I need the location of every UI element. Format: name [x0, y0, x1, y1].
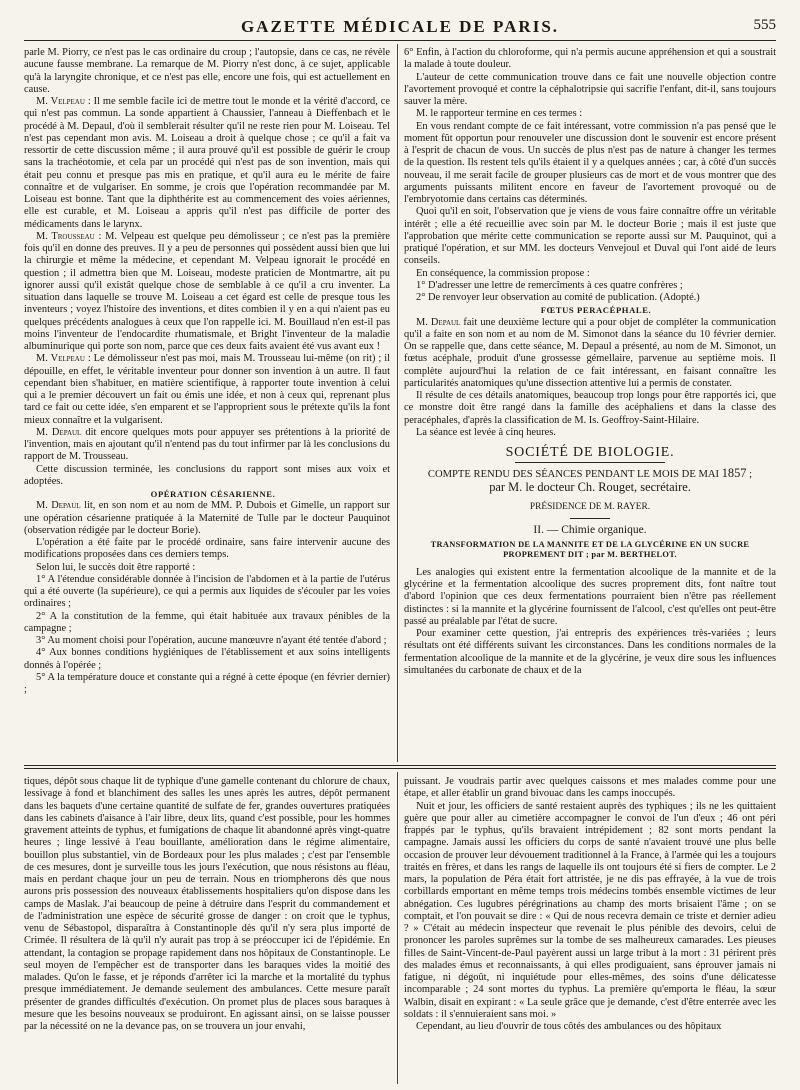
paragraph: En conséquence, la commission propose :	[416, 267, 590, 279]
report-author: par M. le docteur Ch. Rouget, secrétaire.	[489, 480, 691, 495]
paragraph: 1° A l'étendue considérable donnée à l'incision de l'abdomen et à la partie de l'utérus qui a été ouverte (la supérieure), ce qui a permis aux liquides de s'écouler par les voies ordinaires ;	[24, 573, 390, 610]
speaker: M. Depaul	[416, 316, 461, 328]
paragraph: 4° Aux bonnes conditions hygiéniques de l'établissement et aux soins intelligents donnés à l'opérée ;	[24, 647, 390, 671]
paragraph-text: : Le démolisseur n'est pas moi, mais M. Trousseau lui-même (on rit) ; il dépouille, en effet, le véritable inventeur pour donner son invention à un autre. Il faut cependant bien s'habituer, en matière scientifique, à rapporter toute invention à celui qui a le premier découvert un fait ou émis une idée, et non à ceux qui, reprenant plus tard ce fait ou cette idée, s'en emparent et se l'approprient sous le prétexte qu'ils la font mieux connaître et la vulgarisent.	[24, 353, 390, 426]
society-title: SOCIÉTÉ DE BIOLOGIE.	[505, 445, 675, 460]
speaker: M. Depaul	[36, 500, 81, 512]
society-rule	[515, 462, 665, 463]
paragraph-text: dit encore quelques mots pour appuyer ses prétentions à la priorité de l'invention, mais en ajoutant qu'il n'entend pas du tout infirmer par là les conclusions du rapport de M. Trousseau.	[24, 426, 390, 463]
paragraph: 5° A la température douce et constante qui a régné à cette époque (en février dernier) ;	[24, 671, 390, 695]
column-2	[404, 47, 776, 757]
column-1	[24, 47, 390, 757]
report-punct: ;	[746, 469, 753, 481]
paragraph	[24, 500, 390, 537]
paragraph-text: : M. Velpeau est quelque peu démolisseur ; ce n'est pas la première fois qu'il en donne des preuves. Il y a peu de personnes qui possèdent aussi bien que lui la chirurgie et même la médecine, et cependant M. Velpeau ignorait le procédé en question ; il admettra bien que M. Loiseau, modeste praticien de Montmartre, ait pu ignorer aussi qu'il existât quelque chose de semblable à ce qu'il a cru inventer. La situation dans laquelle se trouve M. Loiseau a cet égard est celle de presque tous les inventeurs ; voyez l'histoire des inventions, et dites combien il y en a qui n'aient pas eu quelques précédents analogues à ceux que l'on rappelle ici. M. Bouillaud n'en est-il pas moins l'inventeur de l'endocardite rhumatismale, et Bright l'inventeur de la maladie albuminurique qui porte son nom, parce que ces deux faits avaient été vus avant eux !	[24, 230, 390, 352]
paragraph: Pour examiner cette question, j'ai entrepris des expériences très-variées ; leurs résultats ont été différents suivant les circonstances. Dans les conditions normales de la fermentation alcoolique de la mannite et de la glycérine, je veux dire sous les influences simultanées du carbonate de chaux et de la	[404, 628, 776, 676]
report-year: 1857	[721, 466, 747, 481]
paragraph: 2° De renvoyer leur observation au comité de publication. (Adopté.)	[416, 292, 700, 303]
section-divider	[24, 765, 776, 766]
section-title: II. — Chimie organique.	[533, 523, 647, 536]
speaker: M. Depaul	[36, 426, 82, 438]
report-byline	[404, 467, 776, 495]
paragraph: 6° Enfin, à l'action du chloroforme, qui n'a permis aucune appréhension et qui a soustrait la malade à toute douleur.	[404, 47, 776, 71]
speaker: M. Velpeau	[36, 353, 85, 365]
section-heading: OPÉRATION CÉSARIENNE.	[150, 489, 276, 499]
paragraph: Les analogies qui existent entre la fermentation alcoolique de la mannite et de la glycérine et la fermentation alcoolique des sucres proprement dits, font naître tout d'abord l'opinion que ces deux fermentations pourraient bien n'être pas réellement distinctes : si la mannite et la glycérine fournissent de l'alcool, c'est qu'elles ont peut-être passé au préalable par l'état de sucre.	[404, 566, 776, 627]
page-number: 555	[753, 17, 776, 33]
paragraph	[24, 353, 390, 427]
article-title: TRANSFORMATION DE LA MANNITE ET DE LA GLYCÉRINE EN UN SUCRE PROPREMENT DIT ; par M. BERTHELOT.	[430, 539, 750, 560]
presidency: PRÉSIDENCE DE M. RAYER.	[529, 502, 651, 513]
speaker: M. Trousseau	[36, 230, 95, 242]
paragraph: 3° Au moment choisi pour l'opération, aucune manœuvre n'ayant été tentée d'abord ;	[36, 635, 387, 646]
paragraph: Il résulte de ces détails anatomiques, beaucoup trop longs pour être rapportés ici, que ce monstre doit être rangé dans la famille des acéphaliens et dans la classe des peracéphales, d'après la classification de M. Is. Geoffroy-Saint-Hilaire.	[404, 390, 776, 426]
paragraph: parle M. Piorry, ce n'est pas le cas ordinaire du croup ; l'autopsie, dans ce cas, ne révèle aucune fausse membrane. La remarque de M. Piorry n'est donc, à ce sujet, applicable qu'à la laryngite chronique, et ce n'est pas elle, encore une fois, qui est actuellement en cause.	[24, 47, 390, 95]
paragraph-text: lit, en son nom et au nom de MM. P. Dubois et Gimelle, un rapport sur une opération césarienne pratiquée à la Maternité de Tulle par le docteur Pauquinot (observation rédigée par le docteur Borie).	[24, 500, 390, 536]
paragraph	[24, 427, 390, 464]
paragraph: Cette discussion terminée, les conclusions du rapport sont mises aux voix et adoptées.	[24, 463, 390, 487]
paragraph: La séance est levée à cinq heures.	[416, 426, 556, 438]
paragraph: puissant. Je voudrais partir avec quelques caissons et mes malades comme pour une étape, et aller établir un grand bivouac dans les camps inoccupés.	[404, 776, 776, 800]
report-line: COMPTE RENDU DES SÉANCES PENDANT LE MOIS DE MAI	[427, 469, 722, 481]
paragraph	[24, 96, 390, 231]
short-rule	[570, 518, 610, 519]
paragraph: Nuit et jour, les officiers de santé restaient auprès des typhiques ; ils ne les quittaient guère que pour aller au cimetière accompagner le convoi de l'un d'eux ; 46 ont péri frappés par le typhus, qu'ils bravaient intrépidement ; 82 sont morts pendant la campagne. Jamais aussi les officiers du corps de santé n'avaient trouvé une plus belle occasion de prouver leur dévouement traditionnel à la France, à l'armée qui les a toujours traités en frères, et dans les rangs de laquelle ils ont toujours été si fiers de compter. Le 2 mars, la population de Péra était fort attristée, je ne dis pas effrayée, à la vue de trois corbillards emportant en même temps trois médecins tombés ensemble victimes de leur abnégation. Ces lugubres pérégrinations au champ des morts brisaient l'âme ; on se comptait, et l'on pouvait se dire : « Qui de nous recevra demain ce triste et dernier adieu ? » C'était au médecin inspecteur que revenait le plus pénible des devoirs, celui de prononcer les paroles suprêmes sur la tombe de ses malheureux camarades. Les pieuses filles de Saint-Vincent-de-Paul payèrent aussi un large tribut à la mort : 31 périrent près des malades émus et reconnaissants, à qui elles prodiguaient, sans éprouver jamais ni fatigue, ni dégoût, ni inquiétude pour elles-mêmes, des soins d'une délicatesse incomparable ; 24 sont mortes du typhus. La première qu'emporta le fléau, la sœur Walbin, disait en expirant : « La seule grâce que je demande, c'est d'être enterrée avec les soldats : il s'ennuieraient sans moi. »	[404, 800, 776, 1020]
paragraph	[404, 317, 776, 391]
paragraph: 2° A la constitution de la femme, qui était habituée aux travaux pénibles de la campagne ;	[24, 610, 390, 634]
column-divider-top	[397, 44, 398, 762]
paragraph-text: : Il me semble facile ici de mettre tout le monde et la vérité d'accord, ce qui n'est pas commun. La sonde appartient à Chaussier, l'anneau à Dieffenbach et le procédé à M. Depaul, d'où il semblerait résulter qu'il ne reste rien pour M. Loiseau. Tel n'est pas cependant mon avis. M. Loiseau a droit à quelque chose ; ce qu'il a fait va ressortir de cette discussion même ; il aura prouvé qu'il est possible de guérir le croup sans la trachéotomie, et cela par un procédé qui n'est pas de son invention, mais qui était peu connu et presque pas mis en pratique, et qu'il aura eu le mérite de faire connaître et de vulgariser. En somme, je crois que l'opération recommandée par M. Loiseau est bonne. Tant que la diphthérite est au commencement des voies aériennes, elle est curable, et M. Loiseau a appris qu'il n'est pas difficile de porter des médicaments dans le larynx.	[24, 96, 390, 230]
paragraph: L'opération a été faite par le procédé ordinaire, sans faire intervenir aucune des modifications proposées dans ces derniers temps.	[24, 537, 390, 561]
column-3	[24, 776, 390, 1082]
paragraph: 1° D'adresser une lettre de remercîments à ces quatre confrères ;	[416, 279, 683, 291]
column-4	[404, 776, 776, 1082]
journal-title: GAZETTE MÉDICALE DE PARIS.	[240, 17, 560, 36]
paragraph: Selon lui, le succès doit être rapporté :	[36, 561, 196, 573]
section-divider-double	[24, 768, 776, 769]
column-divider-bottom	[397, 772, 398, 1084]
speaker: M. Velpeau	[36, 96, 85, 107]
paragraph	[24, 231, 390, 354]
paragraph: tiques, dépôt sous chaque lit de typhique d'une gamelle contenant du chlorure de chaux, lessivage à fond et blanchiment des salles les unes après les autres, dépôt permanent dans les baquets d'une certaine quantité de sulfate de fer, grandes ouvertures pratiquées dans les cabinets d'aisance à l'air libre, deux lits, quand c'est possible, pour les hommes gravement atteints de typhus, et fumigations de chaque lit abandonné après vingt-quatre heures ; linge lessivé à l'eau bouillante, amélioration dans le régime alimentaire, bouillon plus substantiel, vin de Bordeaux pour les plus malades ; c'est par l'ensemble de ces mesures, dont je surveille tous les jours l'exécution, que nous résistons au fléau, mais en perdant chaque jour un peu de terrain. Nous en triompherons dès que nous aurons pris possession des nouveaux établissements hospitaliers qu'on dispose dans les camps de Maslak. J'ai beaucoup de peine à détruire dans l'esprit du commandement et de l'administration une espèce de sécurité grosse de danger : on croit que le typhus, venu de Sébastopol, disparaîtra à Constantinople dès qu'il n'y sera plus importé de Crimée. Il résultera de là qu'il n'y aurait pas trop à se préoccuper ici de l'épidémie. En attendant, la contagion se propage rapidement dans nos hôpitaux de Constantinople. Le seul moyen de l'empêcher est de transporter dans les baraques vides la moitié des malades. Qu'on le fasse, et je réponds d'arrêter ici la marche et la mortalité du typhus presque immédiatement. Je demande seulement des ambulances. Cette mesure paraît présenter de grandes difficultés d'exécution. On promet plus de places sous baraques à mesure que les besoins nouveaux se produiront. En agissant ainsi, on se laisse pousser par la nécessité on ne la devance pas, on se trouvera un jour envahi,	[24, 776, 390, 1032]
paragraph: En vous rendant compte de ce fait intéressant, votre commission n'a pas pensé que le moment fût opportun pour renouveler une discussion dont le souvenir est encore présent à l'esprit de chacun de vous. Un succès de plus n'est pas de nature à changer les termes de la question. Ils restent tels qu'ils étaient il y a quelques années ; car, à côté d'un succès nouveau, il me serait facile de grouper plusieurs cas de mort et de vous montrer que des arguments puissants militent encore en faveur de l'avortement provoqué ou de l'embryotomie dans certains cas déterminés.	[404, 120, 776, 205]
paragraph: Quoi qu'il en soit, l'observation que je viens de vous faire connaître offre un véritable intérêt ; elle a été recueillie avec soin par M. le docteur Borie ; mais il est juste que l'approbation que mérite cette communication se reporte aussi sur M. Pauquinot, qui a pratiqué l'opération, et sur MM. les docteurs Venvejoul et Duval qui l'ont aidé de leurs conseils.	[404, 206, 776, 267]
paragraph-text: fait une deuxième lecture qui a pour objet de compléter la communication qu'il a faite en son nom et au nom de M. Simonot dans la séance du 10 février dernier. On se rappelle que, dans cette séance, M. Depaul a présenté, au nom de M. Simonot, un fœtus acéphale, produit d'une grossesse gémellaire, parvenue au septième mois. Il complète aujourd'hui la relation de ce fait intéressant, en faisant connaître les particularités anatomiques qu'une dissection attentive lui a permis de constater.	[404, 316, 776, 389]
paragraph: L'auteur de cette communication trouve dans ce fait une nouvelle objection contre l'avortement provoqué et contre la céphalotripsie qui sacrifie l'enfant, dit-il, sans toujours sauver la mère.	[404, 71, 776, 107]
section-heading: FŒTUS PERACÉPHALE.	[540, 305, 652, 316]
paragraph: M. le rapporteur termine en ces termes :	[416, 108, 583, 120]
page-header	[24, 14, 776, 41]
paragraph: Cependant, au lieu d'ouvrir de tous côtés des ambulances ou des hôpitaux	[416, 1021, 722, 1032]
